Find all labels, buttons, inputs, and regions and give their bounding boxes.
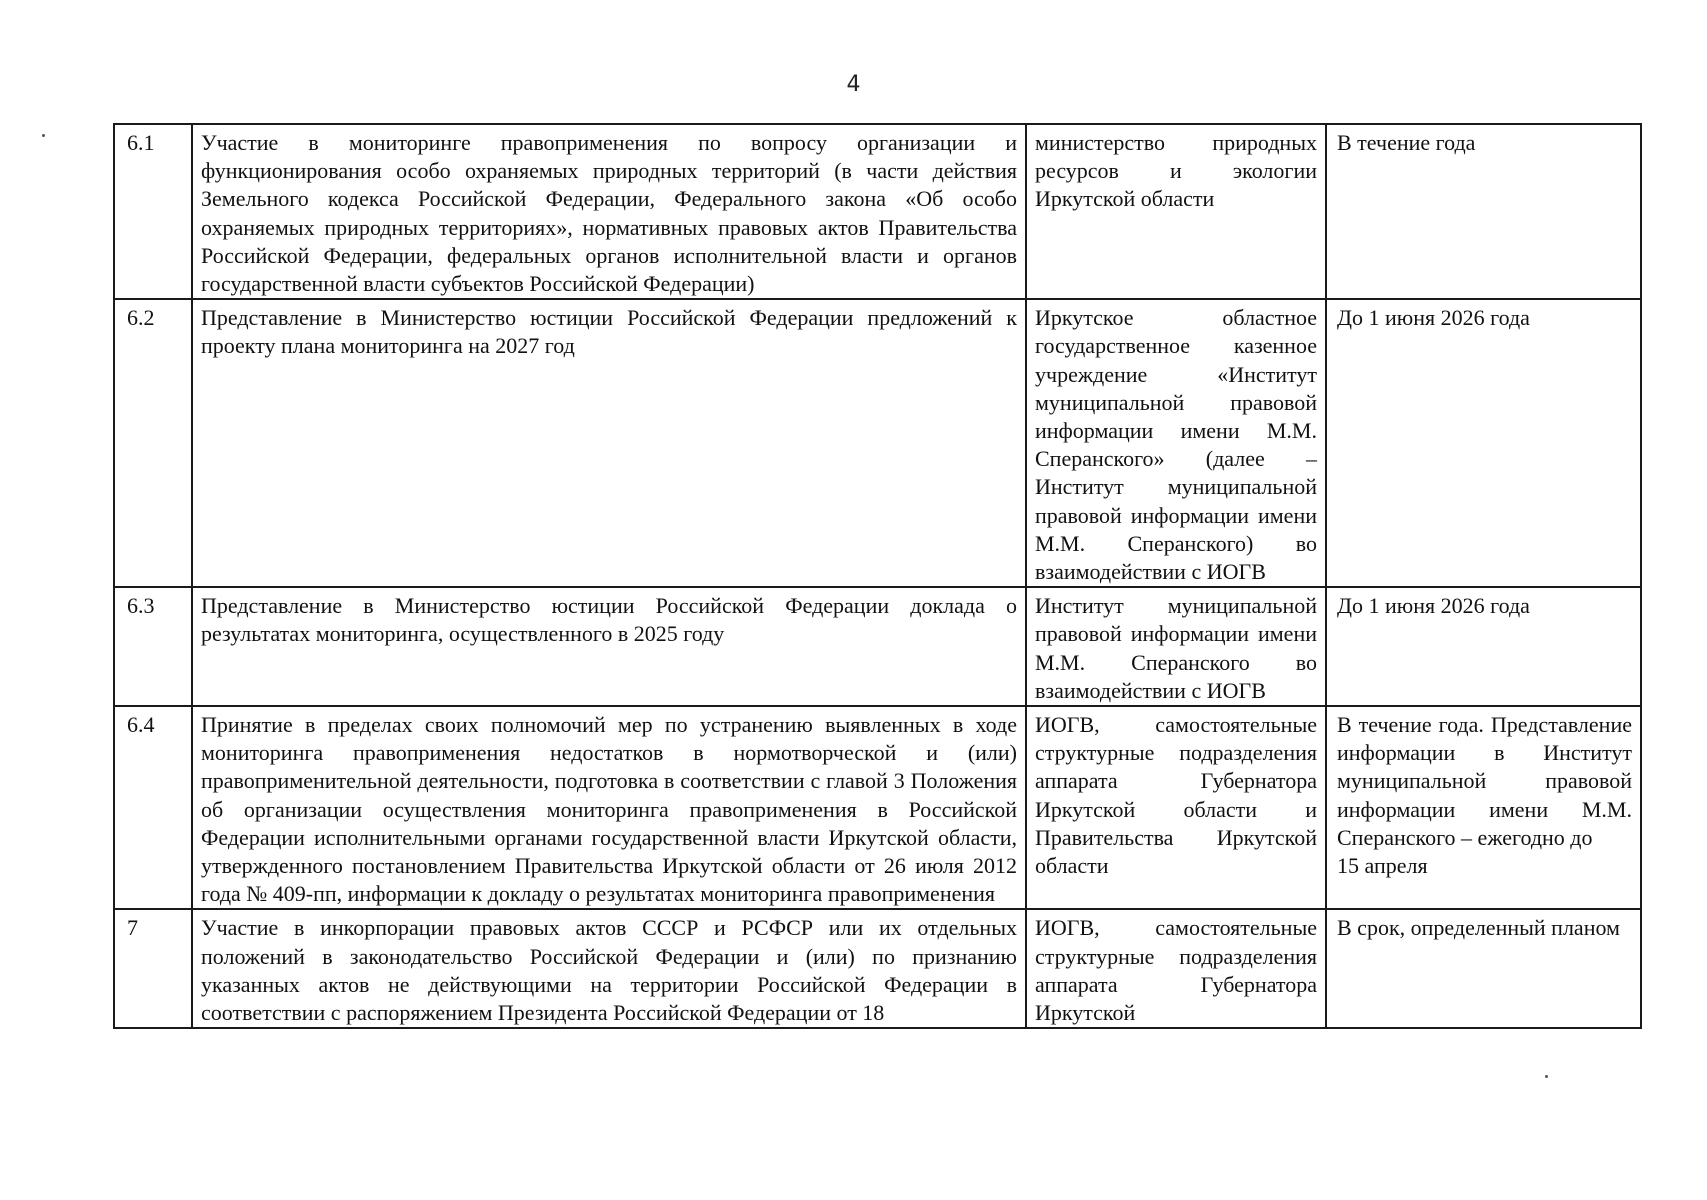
executor-cell: ИОГВ, самостоятельные структурные подразделения аппарата Губернатора Иркутской области и Правительства Иркутской области (1026, 706, 1326, 909)
item-number: 6.2 (114, 299, 192, 587)
action-cell: Представление в Министерство юстиции Российской Федерации доклада о результатах мониторинга, осуществленного в 2025 году (192, 587, 1026, 706)
action-cell: Принятие в пределах своих полномочий мер по устранению выявленных в ходе мониторинга правоприменения недостатков в нормотворческой и (или) правоприменительной деятельности, подготовка в соответствии с главой 3 Положения об организации осуществления мониторинга правоприменения в Российской Федерации исполнительными органами государственной власти Иркутской области, утвержденного постановлением Правительства Иркутской области от 26 июля 2012 года № 409-пп, информации к докладу о результатах мониторинга правоприменения (192, 706, 1026, 909)
executor-cell: ИОГВ, самостоятельные структурные подразделения аппарата Губернатора Иркутской (1026, 909, 1326, 1028)
table-row (114, 706, 1641, 909)
item-number: 6.3 (114, 587, 192, 706)
item-number: 6.4 (114, 706, 192, 909)
scan-speck (1545, 1075, 1548, 1078)
deadline-cell: В срок, определенный планом (1326, 909, 1641, 1028)
action-cell: Участие в мониторинге правоприменения по вопросу организации и функционирования особо охраняемых природных территорий (в части действия Земельного кодекса Российской Федерации, Федерального закона «Об особо охраняемых природных территориях», нормативных правовых актов Правительства Российской Федерации, федеральных органов исполнительной власти и органов государственной власти субъектов Российской Федерации) (192, 124, 1026, 299)
deadline-cell: До 1 июня 2026 года (1326, 299, 1641, 587)
table-row (114, 299, 1641, 587)
executor-cell: министерство природных ресурсов и экологии Иркутской области (1026, 124, 1326, 299)
plan-table (113, 123, 1642, 1029)
deadline-cell: До 1 июня 2026 года (1326, 587, 1641, 706)
executor-cell: Институт муниципальной правовой информации имени М.М. Сперанского во взаимодействии с ИОГВ (1026, 587, 1326, 706)
table-row (114, 587, 1641, 706)
action-cell: Участие в инкорпорации правовых актов СССР и РСФСР или их отдельных положений в законодательство Российской Федерации и (или) по признанию указанных актов не действующими на территории Российской Федерации в соответствии с распоряжением Президента Российской Федерации от 18 (192, 909, 1026, 1028)
item-number: 6.1 (114, 124, 192, 299)
action-cell: Представление в Министерство юстиции Российской Федерации предложений к проекту плана мониторинга на 2027 год (192, 299, 1026, 587)
deadline-cell: В течение года (1326, 124, 1641, 299)
page-number: 4 (846, 72, 861, 97)
item-number: 7 (114, 909, 192, 1028)
table-row (114, 124, 1641, 299)
executor-cell: Иркутское областное государственное казенное учреждение «Институт муниципальной правовой информации имени М.М. Сперанского» (далее – Институт муниципальной правовой информации имени М.М. Сперанского) во взаимодействии с ИОГВ (1026, 299, 1326, 587)
deadline-cell: В течение года. Представление информации в Институт муниципальной правовой информации имени М.М. Сперанского – ежегодно до 15 апреля (1326, 706, 1641, 909)
table-row (114, 909, 1641, 1028)
scan-speck (42, 134, 45, 137)
